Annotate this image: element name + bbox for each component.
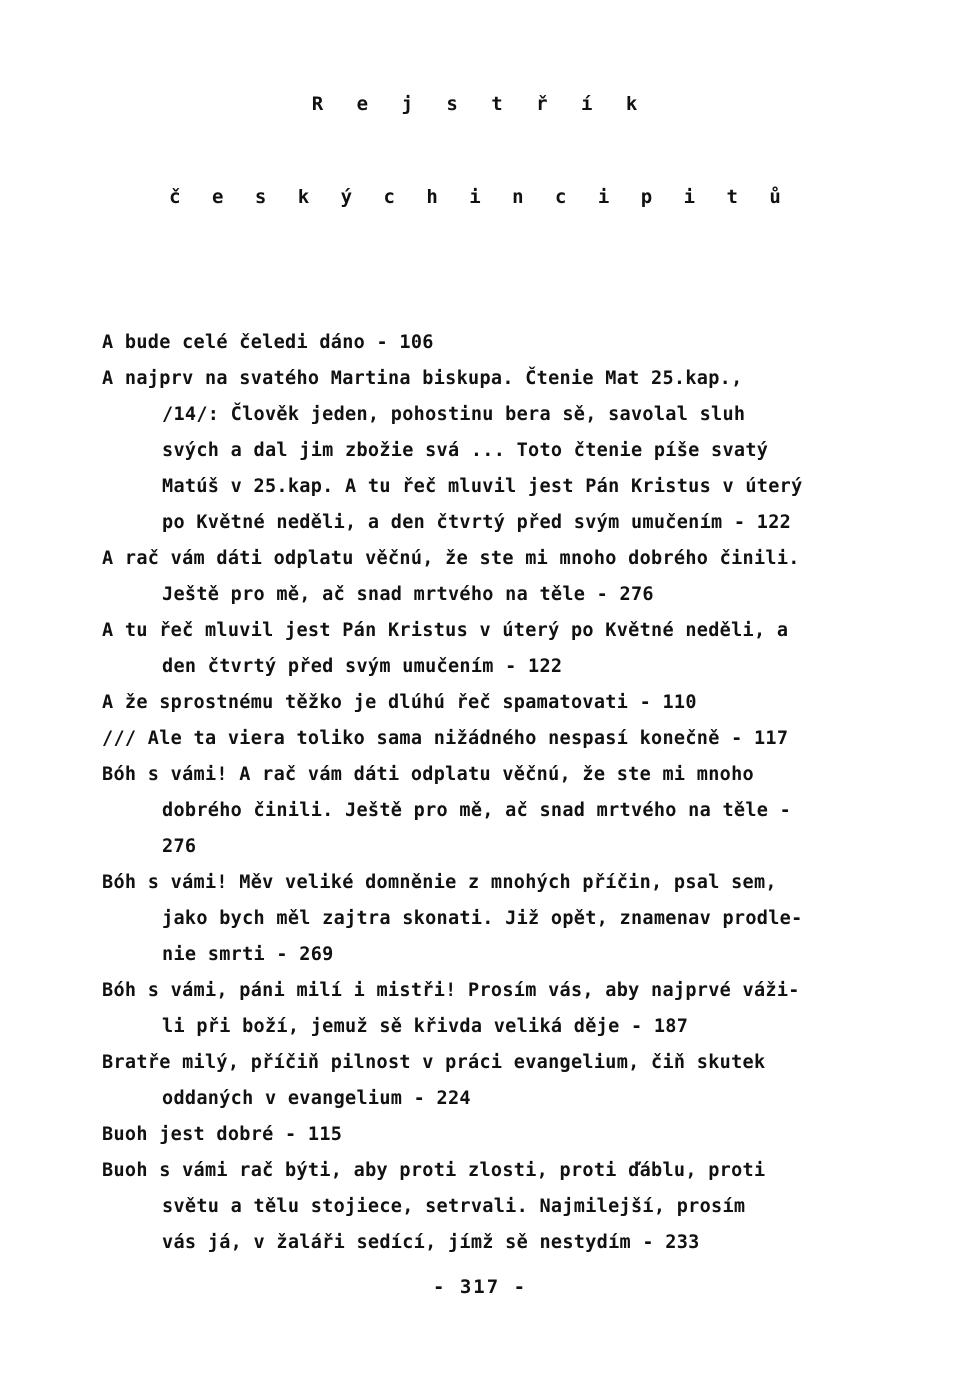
entry-first-line: Bóh s vámi, páni milí i mistři! Prosím vás, aby najprvé váži- [102, 980, 800, 1001]
index-entry [102, 757, 882, 865]
incipit-index-list [102, 325, 882, 1261]
index-entry [102, 613, 882, 685]
index-entry [102, 1117, 882, 1153]
entry-continuation-line: svých a dal jim zbožie svá ... Toto čtenie píše svatý [162, 440, 769, 461]
entry-first-line: A najprv na svatého Martina biskupa. Čtenie Mat 25.kap., [102, 368, 743, 389]
entry-first-line: A tu řeč mluvil jest Pán Kristus v úterý po Květné neděli, a [102, 620, 789, 641]
entry-continuation-line: /14/: Člověk jeden, pohostinu bera sě, savolal sluh [162, 404, 746, 425]
entry-first-line: Buoh s vámi rač býti, aby proti zlosti, proti ďáblu, proti [102, 1160, 766, 1181]
entry-first-line: Bóh s vámi! A rač vám dáti odplatu věčnú, že ste mi mnoho [102, 764, 754, 785]
entry-continuation-line: vás já, v žaláři sedící, jímž sě nestydím - 233 [162, 1232, 700, 1253]
page-number: - 317 - [432, 1276, 528, 1298]
entry-first-line: Buoh jest dobré - 115 [102, 1124, 343, 1145]
index-entry [102, 361, 882, 541]
page-title: R e j s t ř í k [311, 93, 649, 115]
index-entry [102, 685, 882, 721]
entry-first-line: /// Ale ta viera toliko sama nižádného nespasí konečně - 117 [102, 728, 789, 749]
entry-continuation-line: li při boží, jemuž sě křivda veliká děje - 187 [162, 1016, 689, 1037]
entry-first-line: A že sprostnému těžko je dlúhú řeč spamatovati - 110 [102, 692, 697, 713]
entry-continuation-line: nie smrti - 269 [162, 944, 334, 965]
entry-continuation-line: 276 [162, 836, 197, 857]
index-entry [102, 1045, 882, 1117]
entry-continuation-line: dobrého činili. Ještě pro mě, ač snad mrtvého na těle - [162, 800, 792, 821]
index-entry [102, 325, 882, 361]
entry-continuation-line: Matúš v 25.kap. A tu řeč mluvil jest Pán Kristus v úterý [162, 476, 803, 497]
entry-continuation-line: oddaných v evangelium - 224 [162, 1088, 471, 1109]
index-entry [102, 865, 882, 973]
entry-continuation-line: světu a tělu stojiece, setrvali. Najmilejší, prosím [162, 1196, 746, 1217]
entry-continuation-line: jako bych měl zajtra skonati. Již opět, znamenav prodle- [162, 908, 803, 929]
entry-first-line: Bratře milý, příčiň pilnost v práci evangelium, čiň skutek [102, 1052, 766, 1073]
index-entry [102, 541, 882, 613]
entry-continuation-line: Ještě pro mě, ač snad mrtvého na těle - 276 [162, 584, 654, 605]
entry-first-line: A rač vám dáti odplatu věčnú, že ste mi mnoho dobrého činili. [102, 548, 800, 569]
index-entry [102, 721, 882, 757]
index-entry [102, 973, 882, 1045]
entry-first-line: A bude celé čeledi dáno - 106 [102, 332, 434, 353]
page-subtitle: č e s k ý c h i n c i p i t ů [169, 186, 791, 208]
index-entry [102, 1153, 882, 1261]
entry-first-line: Bóh s vámi! Měv veliké domněnie z mnohých příčin, psal sem, [102, 872, 777, 893]
entry-continuation-line: po Květné neděli, a den čtvrtý před svým umučením - 122 [162, 512, 792, 533]
entry-continuation-line: den čtvrtý před svým umučením - 122 [162, 656, 563, 677]
